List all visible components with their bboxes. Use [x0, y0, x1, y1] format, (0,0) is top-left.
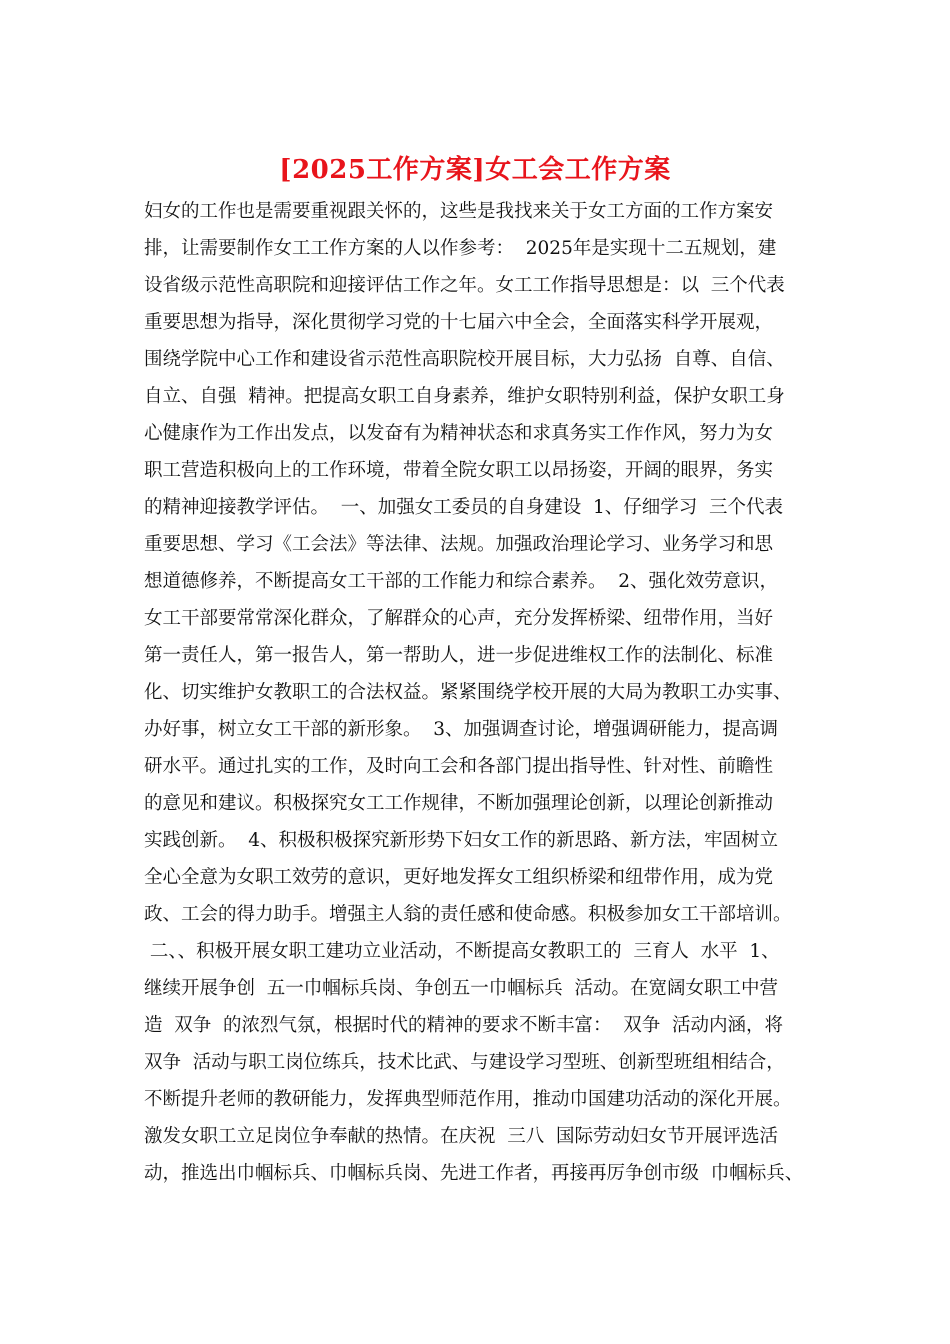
body-line: 双争 活动与职工岗位练兵，技术比武、与建设学习型班、创新型班组相结合， — [144, 1052, 785, 1073]
body-line: 想道德修养，不断提高女工干部的工作能力和综合素养。 2、强化效劳意识， — [144, 571, 779, 592]
body-line: 研水平。通过扎实的工作，及时向工会和各部门提出指导性、针对性、前瞻性 — [144, 756, 774, 777]
body-line: 不断提升老师的教研能力，发挥典型师范作用，推动巾国建功活动的深化开展。 — [144, 1089, 792, 1110]
body-line: 激发女职工立足岗位争奉献的热情。在庆祝 三八 国际劳动妇女节开展评选活 — [144, 1126, 779, 1147]
body-line: 造 双争 的浓烈气氛，根据时代的精神的要求不断丰富： 双争 活动内涵，将 — [144, 1015, 784, 1036]
body-line: 办好事，树立女工干部的新形象。 3、加强调查讨论，增强调研能力，提高调 — [144, 719, 779, 740]
body-line: 心健康作为工作出发点，以发奋有为精神状态和求真务实工作作风，努力为女 — [144, 423, 774, 444]
body-line: 第一责任人，第一报告人，第一帮助人，进一步促进维权工作的法制化、标准 — [144, 645, 774, 666]
body-line: 动，推选出巾帼标兵、巾帼标兵岗、先进工作者，再接再厉争创市级 巾帼标兵、 — [144, 1163, 804, 1184]
body-line: 二、、积极开展女职工建功立业活动，不断提高女教职工的 三育人 水平 1、 — [144, 941, 780, 962]
body-line: 重要思想为指导，深化贯彻学习党的十七届六中全会，全面落实科学开展观， — [144, 312, 774, 333]
body-line: 实践创新。 4、积极积极探究新形势下妇女工作的新思路、新方法，牢固树立 — [144, 830, 779, 851]
body-line: 政、工会的得力助手。增强主人翁的责任感和使命感。积极参加女工干部培训。 — [144, 904, 792, 925]
body-line: 全心全意为女职工效劳的意识，更好地发挥女工组织桥梁和纽带作用，成为党 — [144, 867, 774, 888]
body-line: 重要思想、学习《工会法》等法律、法规。加强政治理论学习、业务学习和思 — [144, 534, 774, 555]
body-line: 妇女的工作也是需要重视跟关怀的，这些是我找来关于女工方面的工作方案安 — [144, 201, 774, 222]
body-line: 围绕学院中心工作和建设省示范性高职院校开展目标，大力弘扬 自尊、自信、 — [144, 349, 785, 370]
body-line: 女工干部要常常深化群众，了解群众的心声，充分发挥桥梁、纽带作用，当好 — [144, 608, 774, 629]
document-title: [2025工作方案]女工会工作方案 — [279, 155, 671, 185]
body-line: 的精神迎接教学评估。 一、加强女工委员的自身建设 1、仔细学习 三个代表 — [144, 497, 784, 518]
body-line: 继续开展争创 五一巾帼标兵岗、争创五一巾帼标兵 活动。在宽阔女职工中营 — [144, 978, 779, 999]
body-line: 设省级示范性高职院和迎接评估工作之年。女工工作指导思想是：以 三个代表 — [144, 275, 785, 296]
body-line: 排，让需要制作女工工作方案的人以作参考： 2025年是实现十二五规划，建 — [144, 238, 777, 259]
body-line: 的意见和建议。积极探究女工工作规律，不断加强理论创新，以理论创新推动 — [144, 793, 774, 814]
body-line: 化、切实维护女教职工的合法权益。紧紧围绕学校开展的大局为教职工办实事、 — [144, 682, 792, 703]
body-line: 自立、自强 精神。把提高女职工自身素养，维护女职特别利益，保护女职工身 — [144, 386, 785, 407]
body-line: 职工营造积极向上的工作环境，带着全院女职工以昂扬姿，开阔的眼界，务实 — [144, 460, 774, 481]
